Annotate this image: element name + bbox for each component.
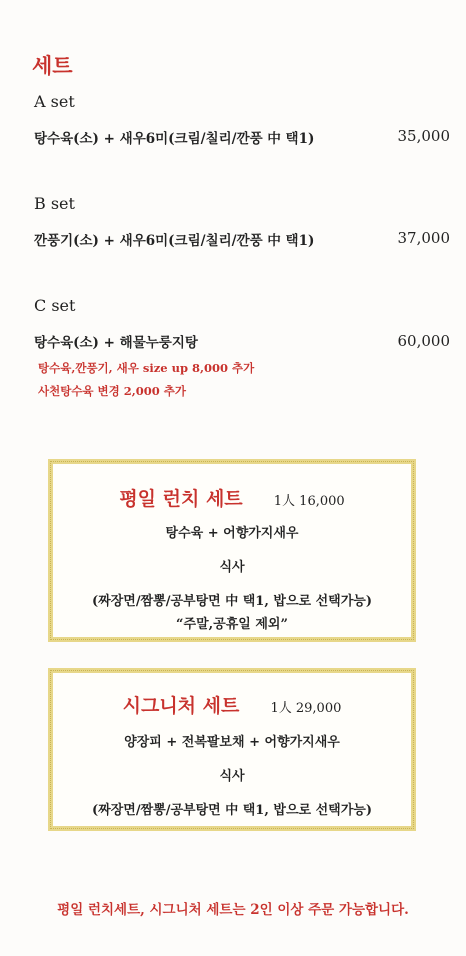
note-size-up: 탕수육,깐풍기, 새우 size up 8,000 추가: [38, 361, 255, 375]
set-a-item: 탕수육(소) + 새우6미(크림/칠리/깐풍 中 택1): [34, 131, 315, 147]
set-c-label: C set: [34, 296, 76, 315]
signature-set-main: 양장피 + 전복팔보채 + 어향가지새우: [124, 735, 340, 750]
set-b-item: 깐풍기(소) + 새우6미(크림/칠리/깐풍 中 택1): [34, 233, 315, 249]
set-b-price: 37,000: [397, 229, 450, 247]
signature-set-title: 시그니처 세트: [122, 695, 240, 717]
lunch-set-meal-options: (짜장면/짬뽕/공부탕면 中 택1, 밥으로 선택가능): [92, 594, 372, 609]
section-title: 세트: [32, 53, 73, 78]
lunch-set-title: 평일 런치 세트: [119, 488, 243, 510]
signature-set-price: 1人 29,000: [270, 701, 342, 716]
set-a-label: A set: [34, 92, 75, 111]
lunch-set-box: [48, 459, 416, 642]
set-b-label: B set: [34, 194, 75, 213]
signature-set-meal-options: (짜장면/짬뽕/공부탕면 中 택1, 밥으로 선택가능): [92, 803, 372, 818]
signature-set-box: [48, 668, 416, 831]
set-c-price: 60,000: [397, 332, 450, 350]
set-a-price: 35,000: [397, 127, 450, 145]
footer-notice: 평일 런치세트, 시그니처 세트는 2인 이상 주문 가능합니다.: [57, 902, 409, 918]
lunch-set-main: 탕수육 + 어향가지새우: [165, 526, 299, 541]
note-sichuan: 사천탕수육 변경 2,000 추가: [38, 384, 187, 398]
lunch-set-price: 1人 16,000: [273, 494, 345, 509]
lunch-set-exception: “주말,공휴일 제외”: [176, 617, 288, 632]
signature-set-meal: 식사: [219, 769, 245, 784]
lunch-set-meal: 식사: [219, 560, 245, 575]
set-c-item: 탕수육(소) + 해물누룽지탕: [34, 335, 198, 351]
